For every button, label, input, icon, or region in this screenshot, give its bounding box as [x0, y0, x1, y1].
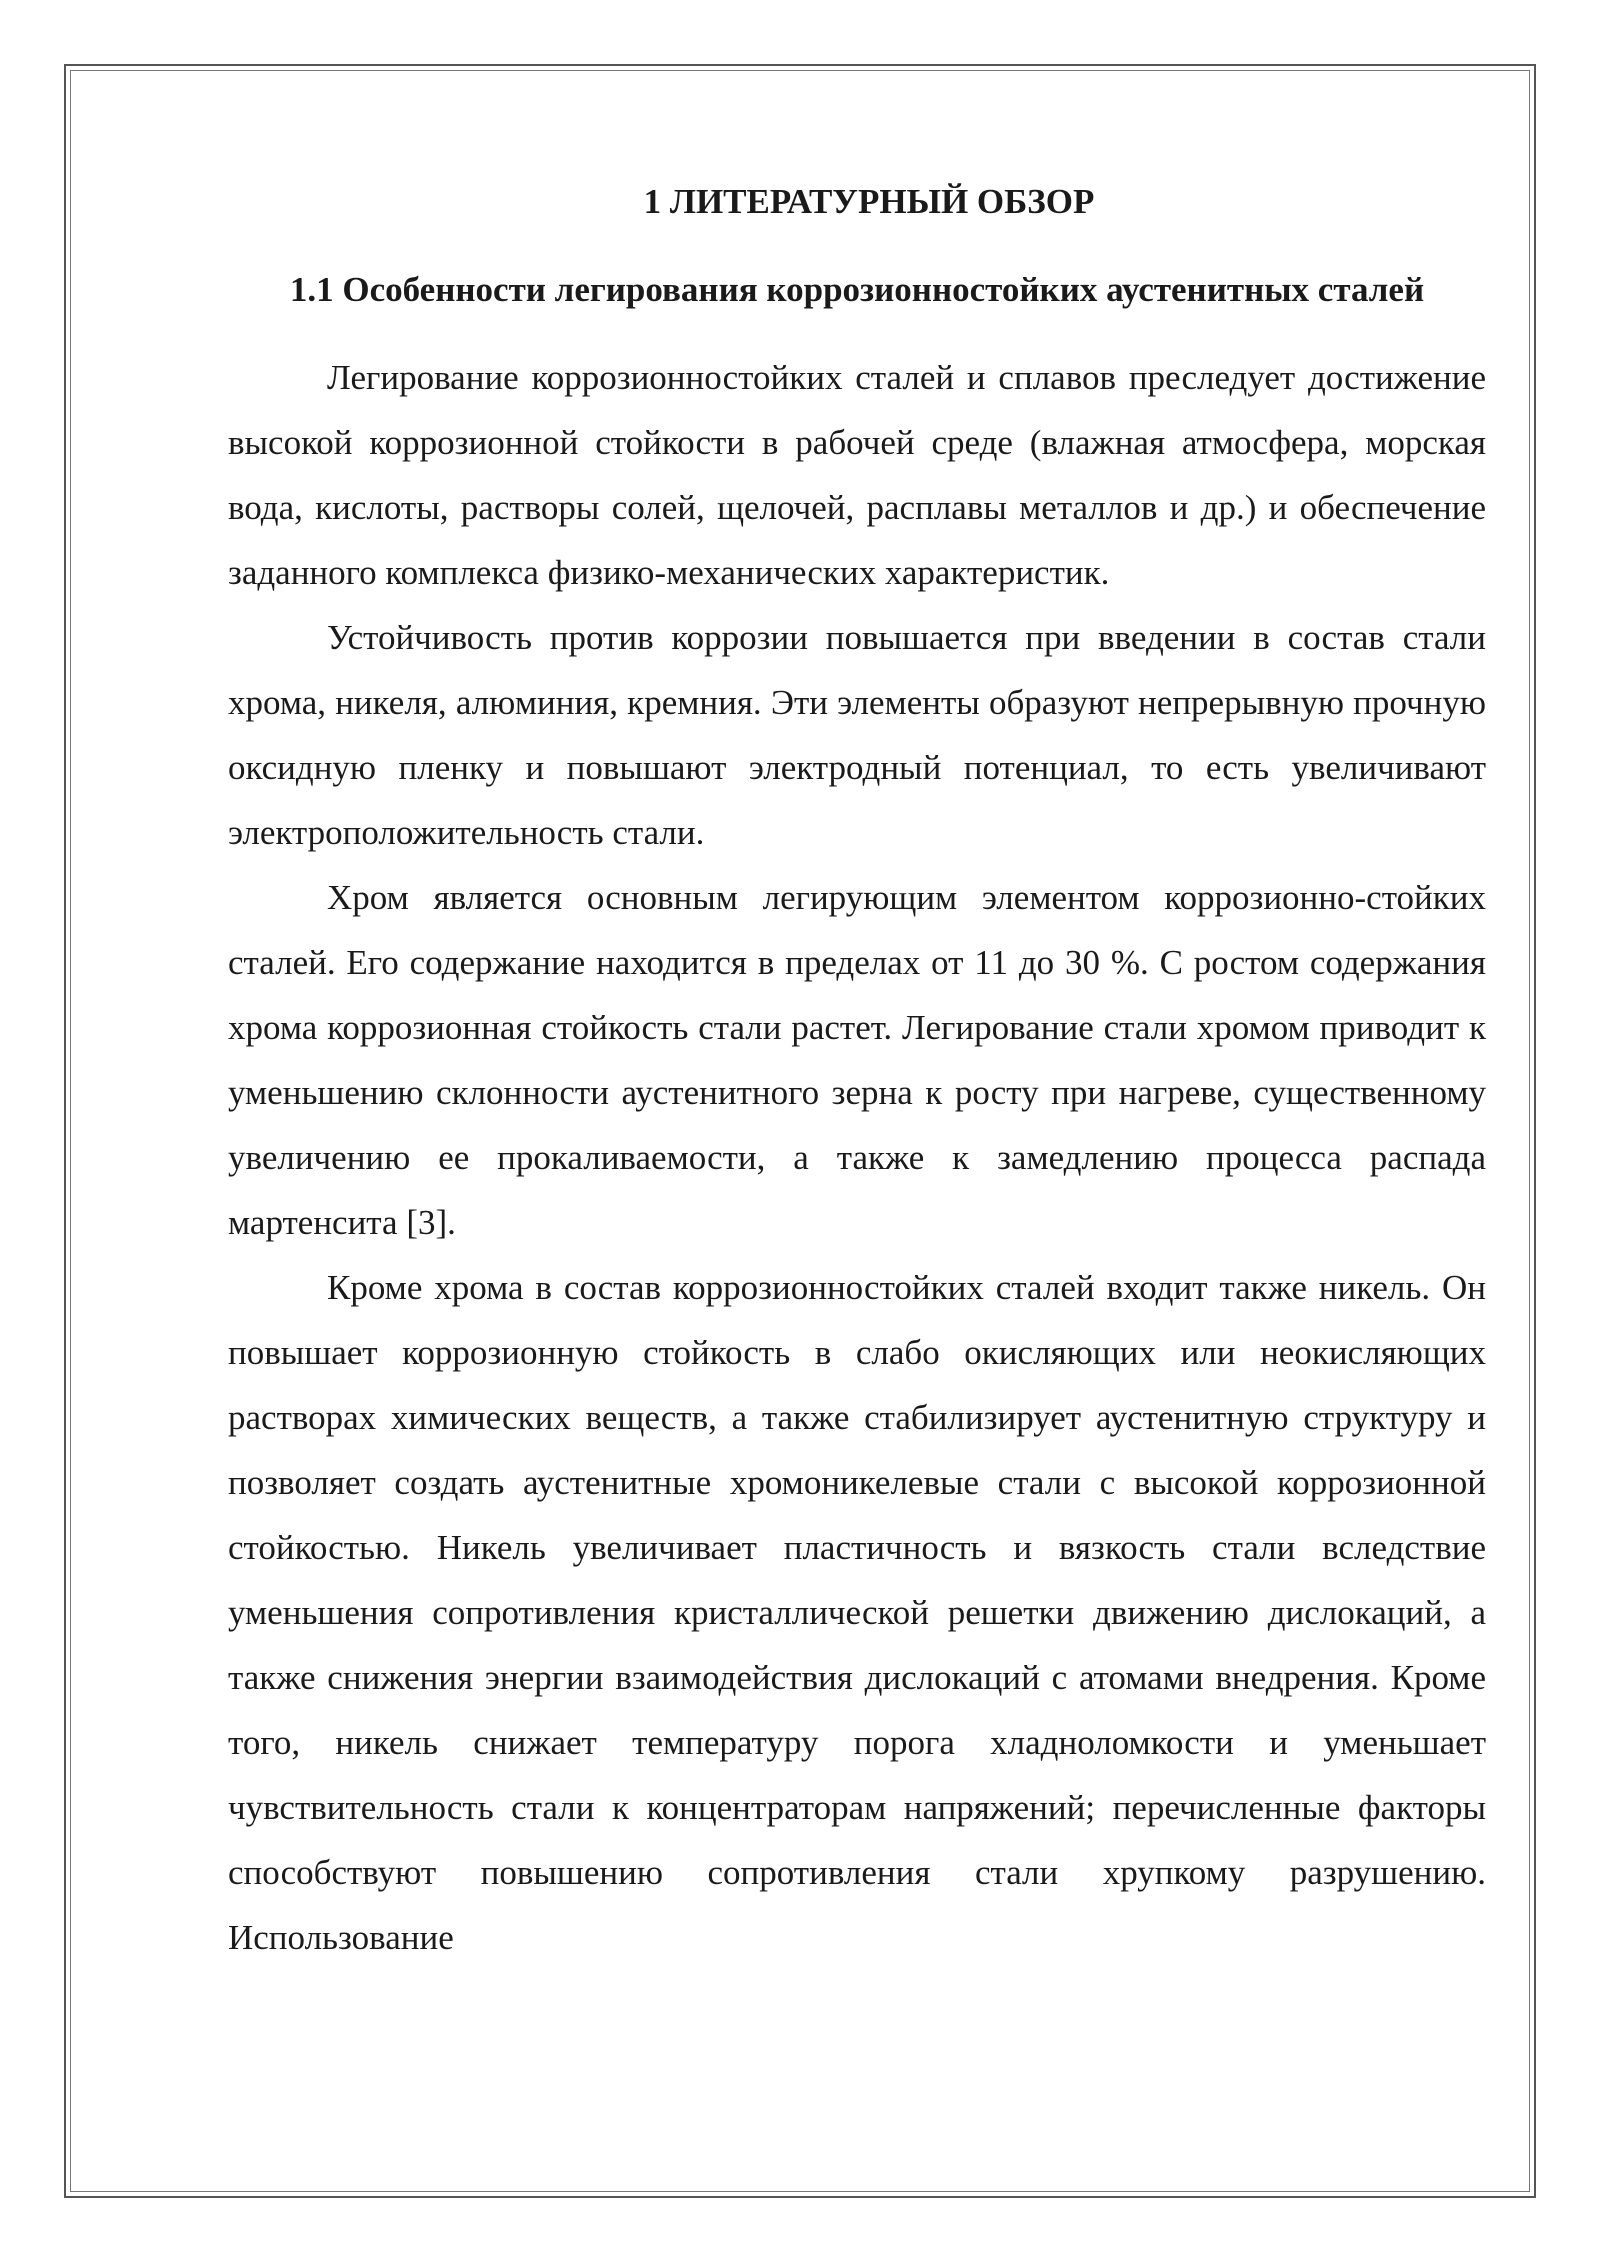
paragraph-alloying-goal: Легирование коррозионностойких сталей и сплавов преследует достижение высокой коррозионной стойкости в рабочей среде (влажная атмосфера, морская вода, кислоты, растворы солей, щелочей, расплавы металлов и др.) и обеспечение заданного комплекса физико-механических характеристик. [228, 358, 1486, 592]
paragraph-chromium: Хром является основным легирующим элементом коррозионно-стойких сталей. Его содержание находится в пределах от 11 до 30 %. С ростом содержания хрома коррозионная стойкость стали растет. Легирование стали хромом приводит к уменьшению склонности аустенитного зерна к росту при нагреве, существенному увеличению ее прокаливаемости, а также к замедлению процесса распада мартенсита [3]. [228, 878, 1486, 1242]
chapter-title: 1 ЛИТЕРАТУРНЫЙ ОБЗОР [643, 182, 1095, 221]
body-text [228, 345, 1486, 1970]
paragraph-nickel: Кроме хрома в состав коррозионностойких сталей входит также никель. Он повышает коррозионную стойкость в слабо окисляющих или неокисляющих растворах химических веществ, а также стабилизирует аустенитную структуру и позволяет создать аустенитные хромоникелевые стали с высокой коррозионной стойкостью. Никель увеличивает пластичность и вязкость стали вследствие уменьшения сопротивления кристаллической решетки движению дислокаций, а также снижения энергии взаимодействия дислокаций с атомами внедрения. Кроме того, никель снижает температуру порога хладноломкости и уменьшает чувствительность стали к концентраторам напряжений; перечисленные факторы способствуют повышению сопротивления стали хрупкому разрушению. Использование [228, 1268, 1486, 1957]
section-title: 1.1 Особенности легирования коррозионностойких аустенитных сталей [289, 270, 1425, 309]
page-content [228, 176, 1486, 1970]
paragraph-corrosion-resistance: Устойчивость против коррозии повышается при введении в состав стали хрома, никеля, алюминия, кремния. Эти элементы образуют непрерывную прочную оксидную пленку и повышают электродный потенциал, то есть увеличивают электроположительность стали. [228, 618, 1486, 852]
